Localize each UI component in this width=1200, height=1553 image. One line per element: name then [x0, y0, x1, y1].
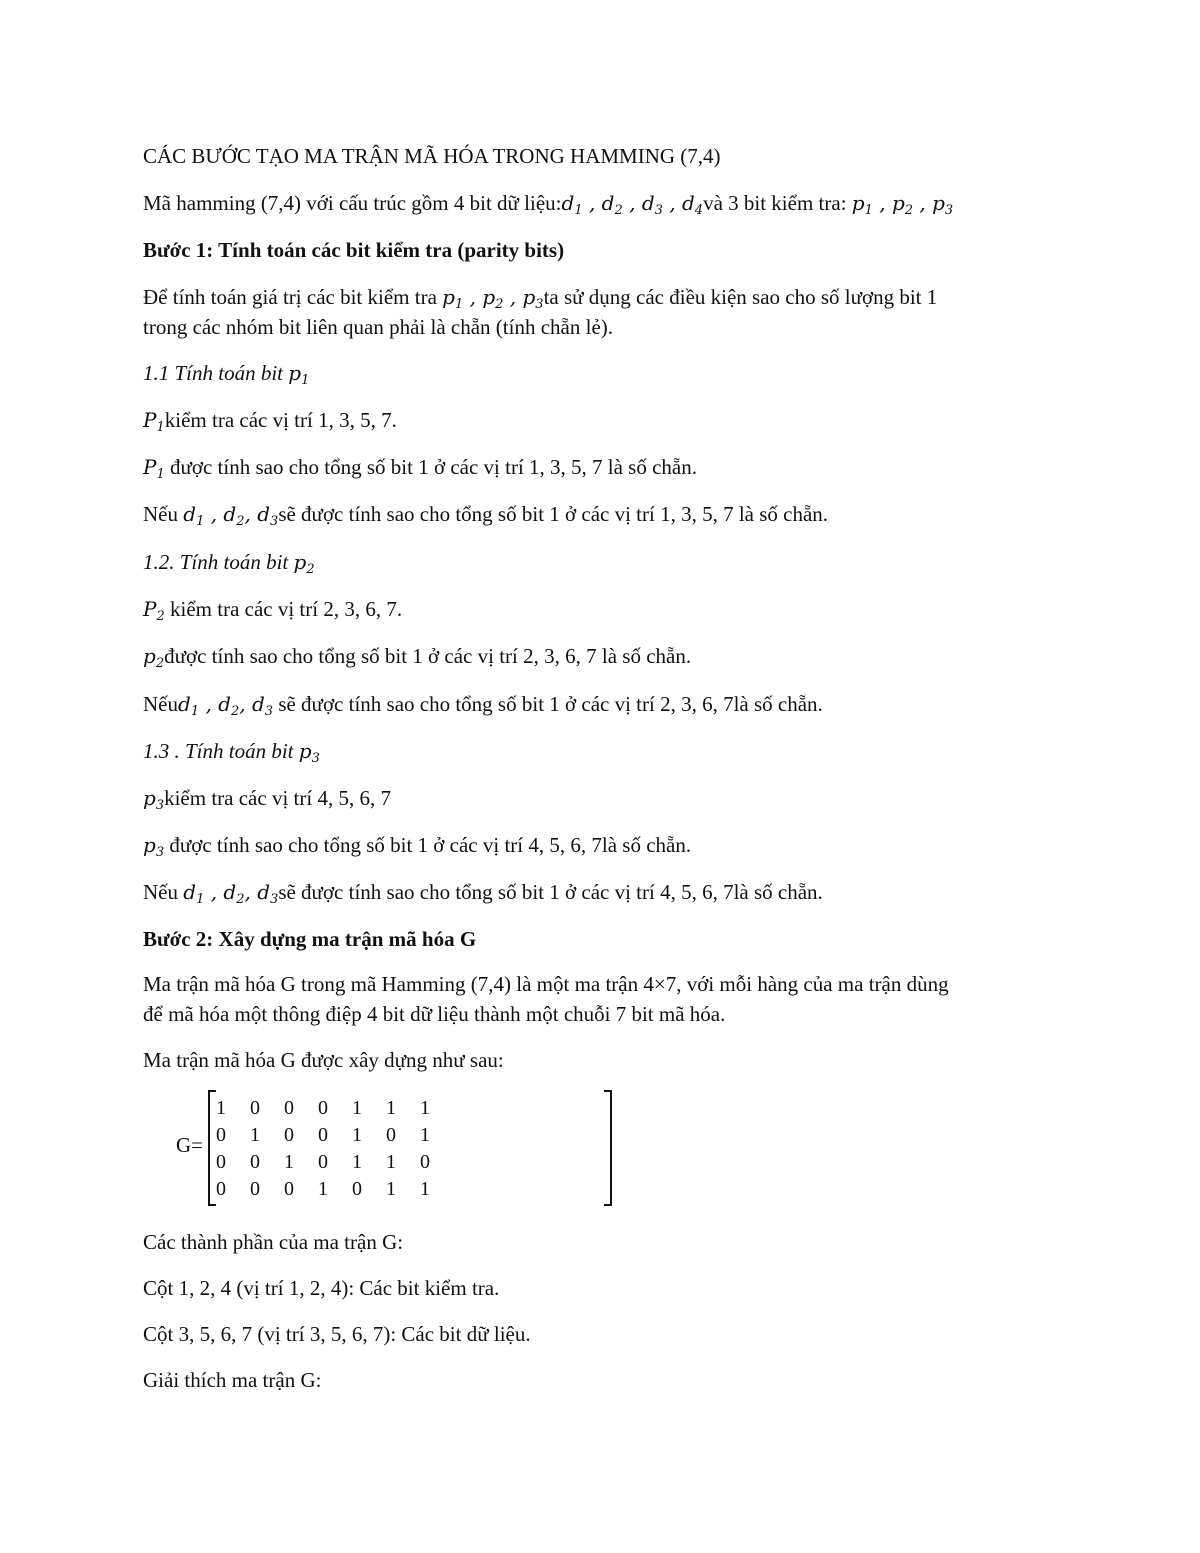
section-1-2-line2: $p_2được$ tính sao cho tổng số bit 1 ở các vị trí 2, 3, 6, 7 là số chẵn.: [143, 644, 692, 671]
matrix-cell: 0: [250, 1178, 260, 1200]
matrix-cell: 0: [318, 1151, 328, 1173]
section-1-2-title: 1.2. Tính toán bit $p_2$: [143, 550, 315, 577]
section-1-2-line1: $P_2$ kiểm tra các vị trí 2, 3, 6, 7.: [143, 597, 403, 624]
matrix-cell: 1: [284, 1151, 294, 1173]
matrix-row: [216, 1175, 454, 1202]
section-1-3-line2: $p_3$ được tính sao cho tổng số bit 1 ở các vị trí 4, 5, 6, 7là số chẵn.: [143, 833, 692, 860]
matrix-cell: 1: [352, 1151, 362, 1173]
matrix-cell: 1: [386, 1178, 396, 1200]
section-1-3-title: 1.3 . Tính toán bit $p_3$: [143, 739, 320, 766]
matrix-body: [216, 1094, 454, 1202]
matrix-cell: 0: [250, 1151, 260, 1173]
matrix-cell: 0: [386, 1124, 396, 1146]
step1-heading: Bước 1: Tính toán các bit kiểm tra (parity bits): [143, 238, 565, 262]
matrix-cell: 0: [284, 1124, 294, 1146]
step1-paragraph-line1: Để tính toán giá trị các bit kiểm tra $p_1$ , $p_2$ , $p_3ta$ sử dụng các điều kiện sao cho số lượng bit 1: [143, 285, 938, 312]
matrix-cell: 0: [420, 1151, 430, 1173]
step2-paragraph-line2: để mã hóa một thông điệp 4 bit dữ liệu thành một chuỗi 7 bit mã hóa.: [143, 1002, 726, 1026]
matrix-cell: 0: [352, 1178, 362, 1200]
section-1-1-line1: $P_1kiểm$ tra các vị trí 1, 3, 5, 7.: [143, 408, 397, 435]
components-title: Các thành phần của ma trận G:: [143, 1230, 404, 1254]
section-1-3-line3: Nếu $d_1$ , $d_2$, $d_3sẽ$ được tính sao cho tổng số bit 1 ở các vị trí 4, 5, 6, 7là số chẵn.: [143, 880, 823, 907]
matrix-row: [216, 1148, 454, 1175]
matrix-cell: 0: [250, 1097, 260, 1119]
matrix-cell: 1: [216, 1097, 226, 1119]
matrix-cell: 1: [318, 1178, 328, 1200]
matrix-row: [216, 1094, 454, 1121]
matrix-cell: 0: [216, 1178, 226, 1200]
matrix-cell: 0: [284, 1097, 294, 1119]
matrix-cell: 1: [386, 1097, 396, 1119]
matrix-right-bracket: [604, 1090, 612, 1206]
matrix-cell: 0: [216, 1151, 226, 1173]
matrix-label: G=: [176, 1133, 204, 1157]
matrix-cell: 0: [318, 1124, 328, 1146]
matrix-cell: 0: [216, 1124, 226, 1146]
explain-title: Giải thích ma trận G:: [143, 1368, 322, 1392]
matrix-cell: 1: [420, 1178, 430, 1200]
section-1-1-line2: $P_1$ được tính sao cho tổng số bit 1 ở các vị trí 1, 3, 5, 7 là số chẵn.: [143, 455, 697, 482]
intro-paragraph: Mã hamming (7,4) với cấu trúc gồm 4 bit dữ $liệu:d_1$ , $d_2$ , $d_3$ , $d_4và$ 3 bit kiểm tra: $p_1$ , $p_2$ , $p_3$: [143, 191, 954, 218]
matrix-cell: 1: [352, 1124, 362, 1146]
matrix-cell: 0: [284, 1178, 294, 1200]
columns-data: Cột 3, 5, 6, 7 (vị trí 3, 5, 6, 7): Các bit dữ liệu.: [143, 1322, 531, 1346]
section-1-2-line3: Nếud$_1$ , $d_2$, $d_3$ sẽ được tính sao cho tổng số bit 1 ở các vị trí 2, 3, 6, 7là số chẵn.: [143, 692, 823, 719]
matrix-cell: 0: [318, 1097, 328, 1119]
matrix-cell: 1: [250, 1124, 260, 1146]
document-title: CÁC BƯỚC TẠO MA TRẬN MÃ HÓA TRONG HAMMING (7,4): [143, 144, 721, 168]
matrix-row: [216, 1121, 454, 1148]
step1-paragraph-line2: trong các nhóm bit liên quan phải là chẵn (tính chẵn lẻ).: [143, 315, 614, 339]
matrix-cell: 1: [386, 1151, 396, 1173]
step2-heading: Bước 2: Xây dựng ma trận mã hóa G: [143, 927, 477, 951]
matrix-cell: 1: [420, 1124, 430, 1146]
matrix-left-bracket: [208, 1090, 216, 1206]
matrix-cell: 1: [352, 1097, 362, 1119]
section-1-1-line3: Nếu $d_1$ , $d_2$, $d_3sẽ$ được tính sao cho tổng số bit 1 ở các vị trí 1, 3, 5, 7 là số chẵn.: [143, 502, 829, 529]
matrix-intro: Ma trận mã hóa G được xây dựng như sau:: [143, 1048, 504, 1072]
section-1-1-title: 1.1 Tính toán bit $p_1$: [143, 361, 310, 388]
step2-paragraph-line1: Ma trận mã hóa G trong mã Hamming (7,4) là một ma trận 4×7, với mỗi hàng của ma trận dùng: [143, 972, 949, 996]
columns-parity: Cột 1, 2, 4 (vị trí 1, 2, 4): Các bit kiểm tra.: [143, 1276, 500, 1300]
matrix-cell: 1: [420, 1097, 430, 1119]
section-1-3-line1: $p_3kiểm$ tra các vị trí 4, 5, 6, 7: [143, 786, 391, 813]
